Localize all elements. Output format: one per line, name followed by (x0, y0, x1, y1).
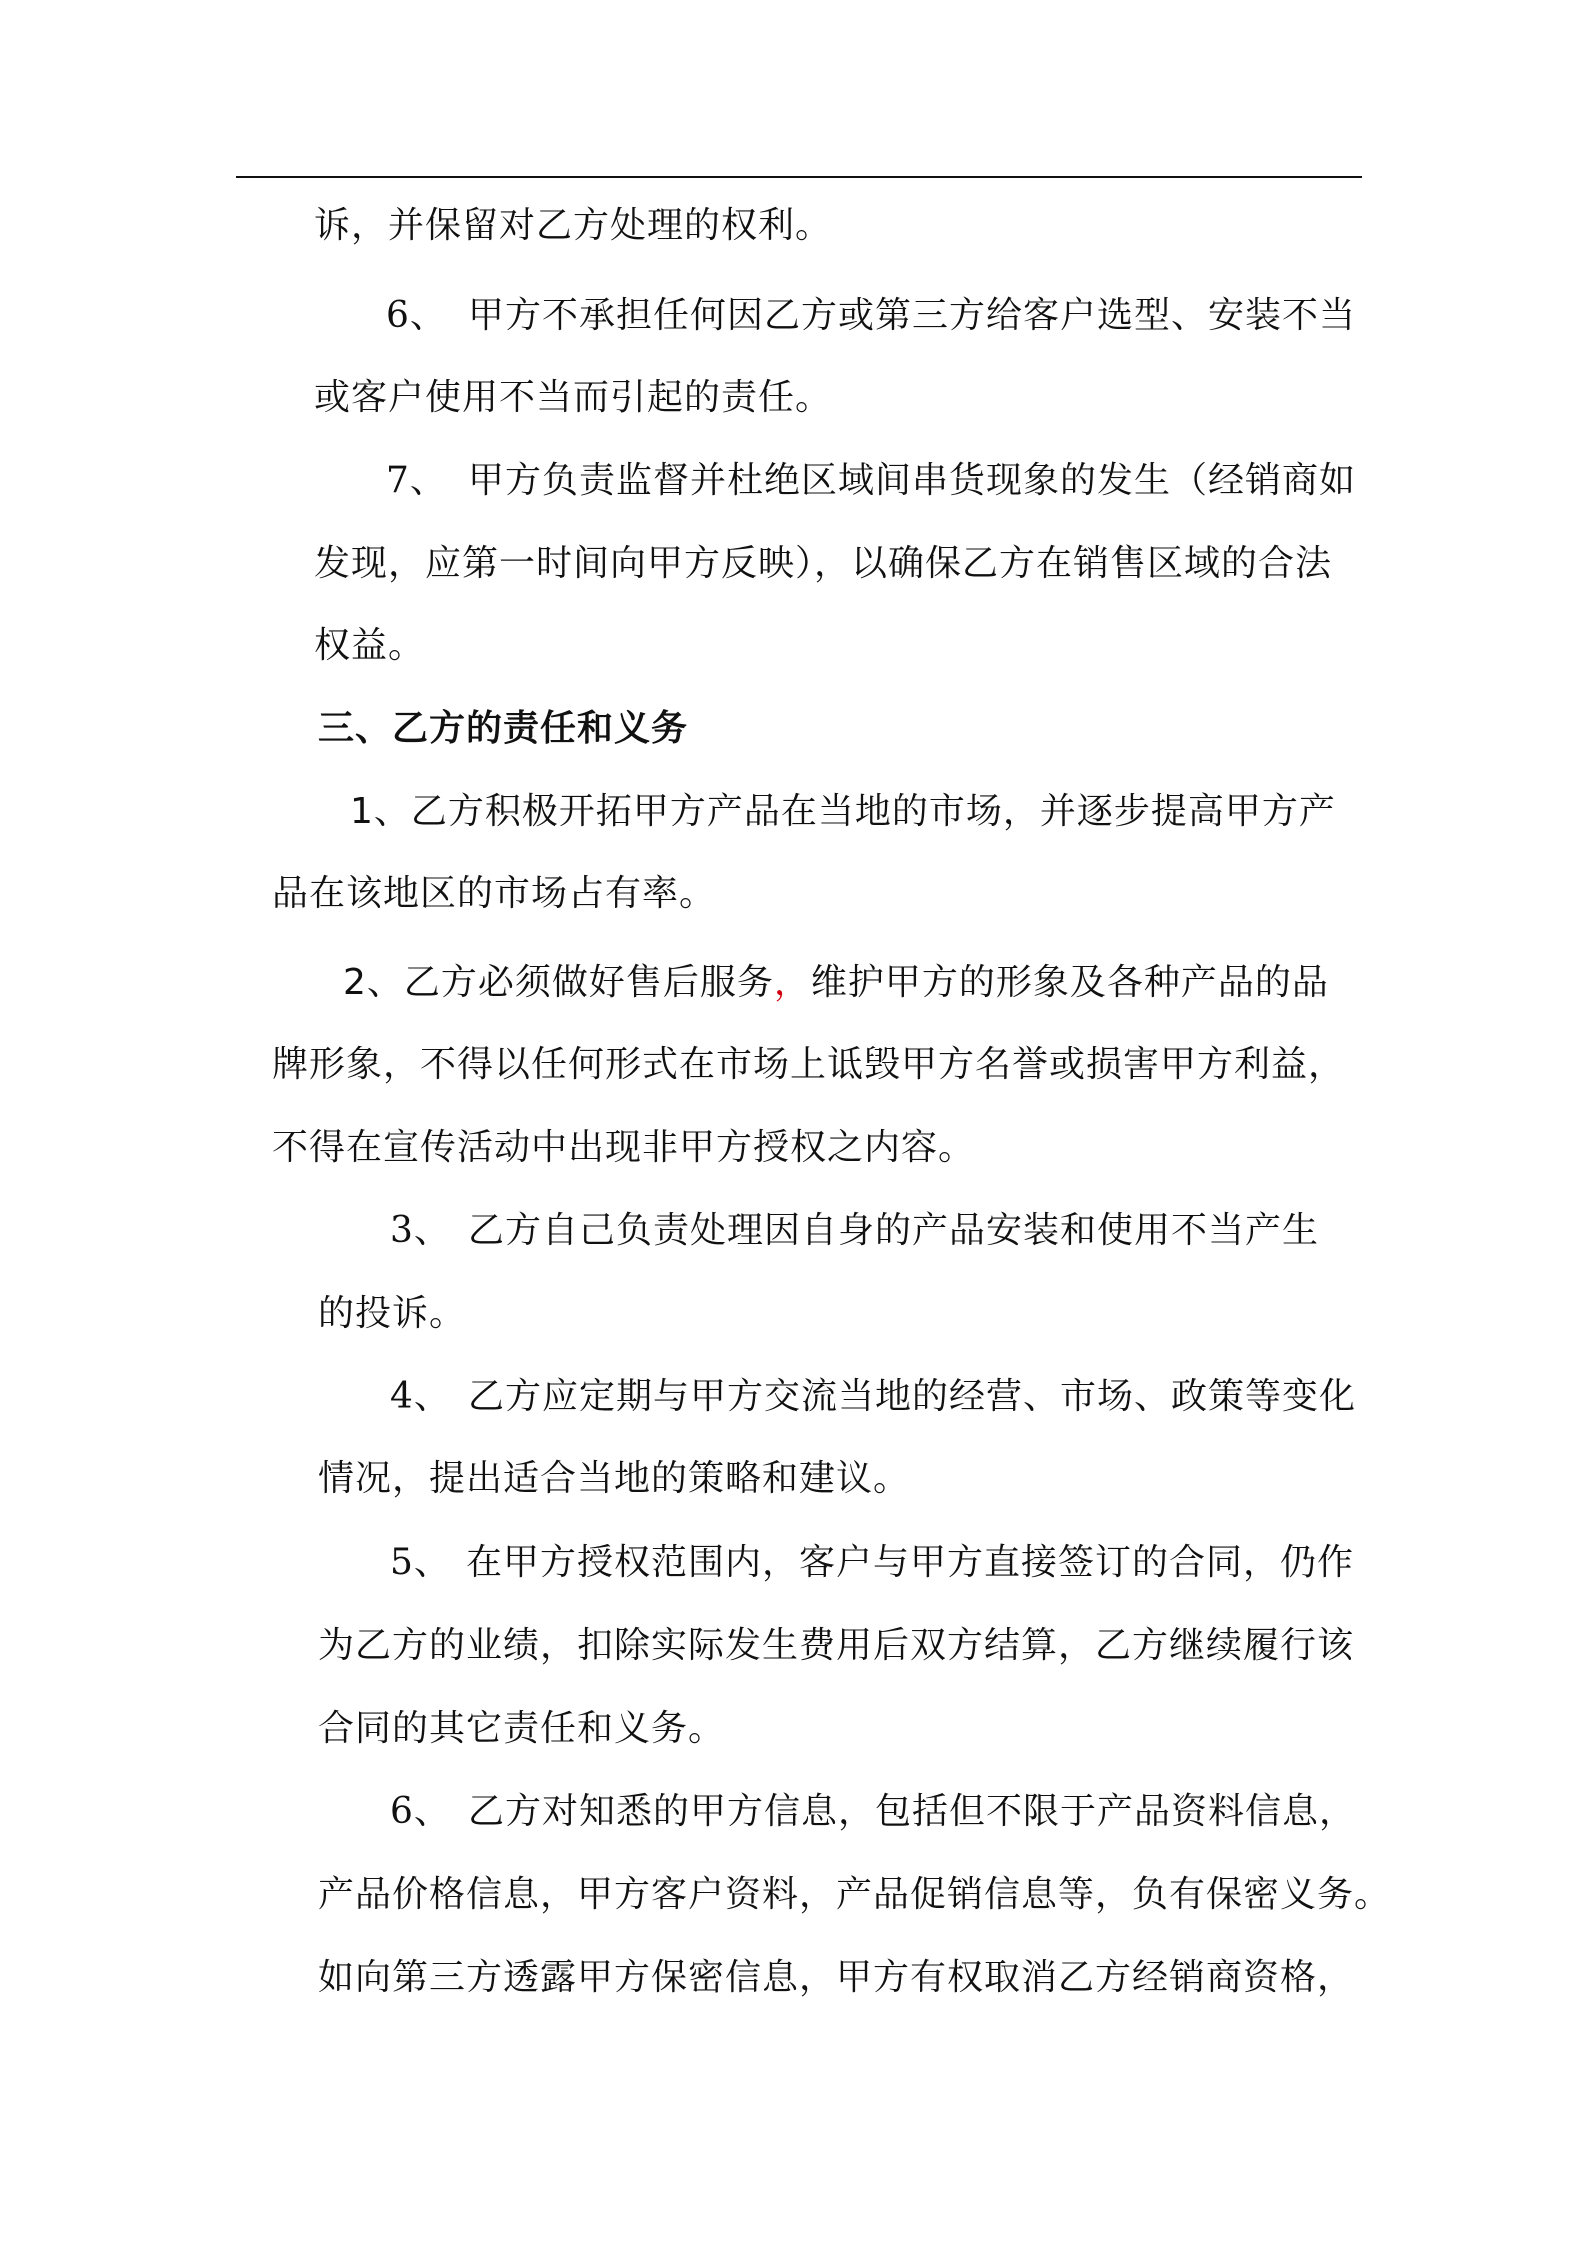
paragraph-line: 乙方应定期与甲方交流当地的经营、市场、政策等变化 (468, 1376, 1357, 1417)
list-number (386, 290, 447, 342)
item-number: 6、 (390, 1791, 451, 1832)
red-comma: ， (773, 962, 811, 1003)
paragraph-line: 产品价格信息，甲方客户资料，产品促销信息等，负有保密义务。 (318, 1874, 1392, 1915)
paragraph-line: 在甲方授权范围内，客户与甲方直接签订的合同，仍作 (466, 1542, 1355, 1583)
list-number (390, 1205, 451, 1257)
paragraph-line: 为乙方的业绩，扣除实际发生费用后双方结算，乙方继续履行该 (318, 1625, 1355, 1666)
paragraph-line: 甲方负责监督并杜绝区域间串货现象的发生（经销商如 (468, 460, 1357, 501)
item-number: 7、 (386, 460, 447, 501)
paragraph-line: 如向第三方透露甲方保密信息，甲方有权取消乙方经销商资格， (318, 1957, 1355, 1998)
paragraph-line: 牌形象，不得以任何形式在市场上诋毁甲方名誉或损害甲方利益， (272, 1044, 1346, 1085)
item-number: 4、 (390, 1376, 451, 1417)
paragraph-line: 甲方不承担任何因乙方或第三方给客户选型、安装不当 (468, 295, 1357, 336)
paragraph-line: 或客户使用不当而引起的责任。 (314, 377, 833, 418)
paragraph-line: 乙方自己负责处理因自身的产品安装和使用不当产生 (468, 1210, 1320, 1251)
paragraph-line: 权益。 (314, 625, 426, 666)
paragraph-line: 合同的其它责任和义务。 (318, 1708, 726, 1749)
item-number: 3、 (390, 1210, 451, 1251)
paragraph-line (343, 957, 1329, 1009)
paragraph-line: 情况，提出适合当地的策略和建议。 (318, 1458, 911, 1499)
item-number: 5、 (390, 1542, 451, 1583)
paragraph-line: 乙方对知悉的甲方信息，包括但不限于产品资料信息， (468, 1791, 1357, 1832)
paragraph-line: 诉，并保留对乙方处理的权利。 (314, 205, 833, 246)
header-rule (236, 176, 1362, 178)
list-number (386, 455, 447, 507)
paragraph-line: 发现，应第一时间向甲方反映），以确保乙方在销售区域的合法 (314, 543, 1333, 584)
text-run: 2、乙方必须做好售后服务 (343, 962, 774, 1003)
list-number (390, 1537, 451, 1589)
section-heading: 三、乙方的责任和义务 (318, 708, 689, 749)
paragraph-line: 的投诉。 (318, 1293, 467, 1334)
text-run: 维护甲方的形象及各种产品的品 (810, 962, 1329, 1003)
paragraph-line: 1、乙方积极开拓甲方产品在当地的市场，并逐步提高甲方产 (350, 791, 1336, 832)
item-number: 6、 (386, 295, 447, 336)
list-number (390, 1786, 451, 1838)
paragraph-line: 品在该地区的市场占有率。 (272, 873, 717, 914)
list-number (390, 1371, 451, 1423)
paragraph-line: 不得在宣传活动中出现非甲方授权之内容。 (272, 1127, 976, 1168)
